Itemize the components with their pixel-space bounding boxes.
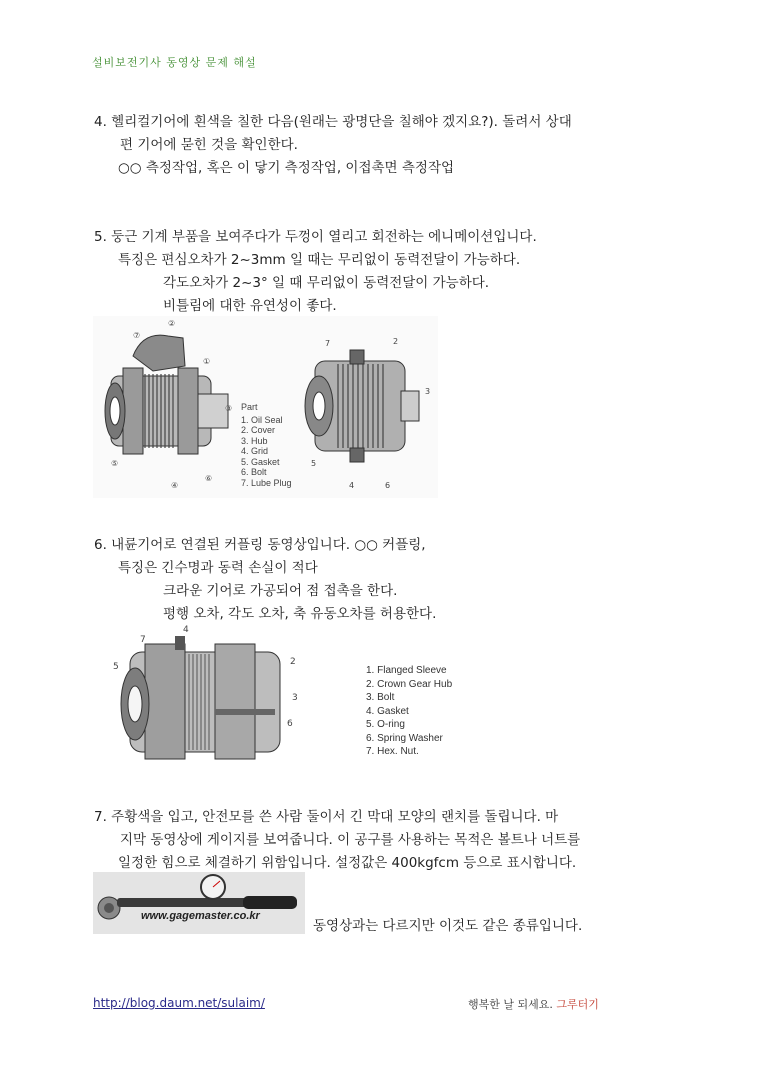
gear-callout-5: 5 [113,662,119,672]
footer-signature [468,996,599,1012]
gear-coupling-figure [105,624,310,774]
q6-line-4: 평행 오차, 각도 오차, 축 유동오차를 허용한다. [163,606,437,622]
legend-item: 3. Hub [241,435,268,446]
gear-callout-3: 3 [292,693,298,703]
page-header: 설비보전기사 동영상 문제 해설 [92,56,257,69]
callout-r7: 7 [325,339,331,348]
callout-3: ③ [225,404,233,413]
legend-title: Part [241,402,258,412]
legend-item: 4. Grid [241,446,269,456]
q5-line-4: 비틀림에 대한 유연성이 좋다. [163,298,337,314]
callout-2: ② [168,319,176,328]
q5-line-2: 특징은 편심오차가 2~3mm 일 때는 무리없이 동력전달이 가능하다. [118,252,521,268]
callout-4: ④ [171,481,179,490]
callout-r5: 5 [311,459,317,468]
legend-item: 1. Flanged Sleeve [366,665,447,676]
gear-callout-6: 6 [287,719,293,729]
legend-item: 7. Hex. Nut. [366,746,419,757]
q6-line-1: 6. 내륜기어로 연결된 커플링 동영상입니다. ○○ 커플링, [94,537,426,553]
callout-r3: 3 [425,387,431,396]
gear-callout-2: 2 [290,657,296,667]
q7-line-3: 일정한 힘으로 체결하기 위함입니다. 설정값은 400kgfcm 등으로 표시합니다. [118,855,577,871]
gear-coupling-legend [366,664,452,759]
legend-item: 4. Gasket [366,705,409,717]
gagemaster-watermark: www.gagemaster.co.kr [141,910,260,922]
q4-line-3: ○○ 측정작업, 혹은 이 닿기 측정작업, 이접촉면 측정작업 [118,160,455,176]
legend-item: 2. Cover [241,425,276,435]
coupling-cutaway-illustration [105,335,228,454]
q7-line-1: 7. 주황색을 입고, 안전모를 쓴 사람 둘이서 긴 막대 모양의 랜치를 돌립니다. 마 [94,809,559,825]
callout-1: ① [203,357,211,366]
callout-r6: 6 [385,481,391,490]
coupling-exploded-illustration [305,350,419,462]
q6-line-2: 특징은 긴수명과 동력 손실이 적다 [118,560,318,576]
footer-author: 그루터기 [556,998,599,1011]
legend-item: 6. Bolt [241,467,267,477]
callout-7: ⑦ [133,331,141,340]
gear-coupling-drawing [105,624,310,774]
grid-coupling-legend [241,402,292,488]
callout-r4: 4 [349,481,355,490]
q7-line-2: 지막 동영상에 게이지를 보여줍니다. 이 공구를 사용하는 목적은 볼트나 너트를 [120,832,581,848]
legend-item: 7. Lube Plug [241,477,292,488]
q5-line-3: 각도오차가 2~3° 일 때 무리없이 동력전달이 가능하다. [163,275,490,291]
q4-line-1: 4. 헬리컬기어에 흰색을 칠한 다음(원래는 광명단을 칠해야 겠지요?). 돌려서 상대 [94,114,572,130]
q5-line-1: 5. 둥근 기계 부품을 보여주다가 두껑이 열리고 회전하는 에니메이션입니다. [94,229,537,245]
callout-5: ⑤ [111,459,119,468]
legend-item: 1. Oil Seal [241,414,283,425]
torque-wrench-illustration [93,872,305,934]
footer-greeting: 행복한 날 되세요. [468,998,553,1011]
torque-wrench-drawing [93,872,305,934]
legend-item: 3. Bolt [366,692,395,703]
q6-line-3: 크라운 기어로 가공되어 점 접촉을 한다. [163,583,398,599]
legend-item: 5. O-ring [366,719,405,730]
gear-callout-7: 7 [140,635,146,645]
callout-r2: 2 [393,337,399,346]
q4-line-2: 편 기어에 묻힌 것을 확인한다. [120,137,298,153]
gear-coupling-illustration [121,636,280,759]
legend-item: 5. Gasket [241,456,280,467]
callout-6: ⑥ [205,474,213,483]
legend-item: 6. Spring Washer [366,732,443,744]
torque-wrench-photo [93,872,305,934]
legend-item: 2. Crown Gear Hub [366,678,453,690]
blog-link[interactable]: http://blog.daum.net/sulaim/ [93,996,265,1010]
gear-callout-4: 4 [183,625,189,635]
grid-coupling-figure [93,316,438,498]
q7-caption: 동영상과는 다르지만 이것도 같은 종류입니다. [313,918,583,934]
